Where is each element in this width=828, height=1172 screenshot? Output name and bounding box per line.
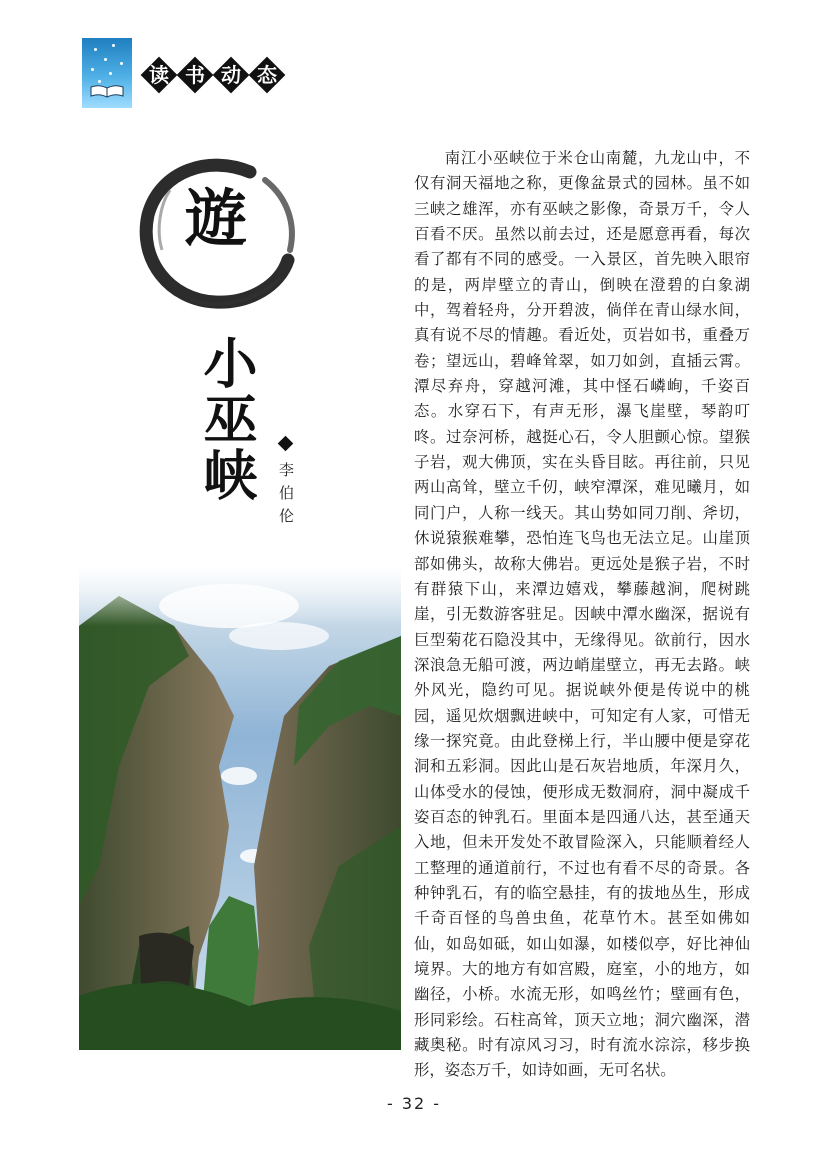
section-char: 读 — [141, 57, 178, 94]
section-char: 书 — [177, 57, 214, 94]
open-book-icon — [90, 84, 124, 98]
article-title: 小巫峡 — [195, 335, 258, 503]
diamond-bullet-icon — [278, 436, 294, 452]
author-name: 李伯伦 — [277, 462, 295, 531]
section-char: 态 — [249, 57, 286, 94]
section-char: 动 — [213, 57, 250, 94]
gorge-landscape-photo — [79, 566, 401, 1050]
book-logo-icon — [82, 38, 132, 108]
title-large-char: 遊 — [184, 182, 247, 255]
page-number: - 32 - — [386, 1094, 442, 1113]
article-body — [414, 146, 750, 1084]
article-paragraph: 南江小巫峡位于米仓山南麓，九龙山中，不仅有洞天福地之称，更像盆景式的园林。虽不如三峡之雄浑，亦有巫峡之影像，奇景万千，令人百看不厌。虽然以前去过，还是愿意再看，每次看了都有不同的感受。一入景区，首先映入眼帘的是，两岸壁立的青山，倒映在澄碧的白象湖中，驾着轻舟，分开碧波，倘佯在青山绿水间，真有说不尽的情趣。看近处，页岩如书，重叠万卷；望远山，碧峰耸翠，如刀如剑，直插云霄。潭尽弃舟，穿越河滩，其中怪石嶙峋，千姿百态。水穿石下，有声无形，瀑飞崖壁，琴韵叮咚。过奈河桥，越挺心石，令人胆颤心惊。望猴子岩，观大佛顶，实在头昏目眩。再往前，只见两山高耸，壁立千仞，峡窄潭深，难见曦月，如同门户，人称一线天。其山势如同刀削、斧切，休说猿猴难攀，恐怕连飞鸟也无法立足。山崖顶部如佛头，故称大佛岩。更远处是猴子岩，不时有群猿下山，来潭边嬉戏，攀藤越涧，爬树跳崖，引无数游客驻足。因峡中潭水幽深，据说有巨型菊花石隐没其中，无缘得见。欲前行，因水深浪急无船可渡，两边峭崖壁立，再无去路。峡外风光，隐约可见。据说峡外便是传说中的桃园，遥见炊烟飘进峡中，可知定有人家，可惜无缘一探究竟。由此登梯上行，半山腰中便是穿花洞和五彩洞。因此山是石灰岩地质，年深月久，山体受水的侵蚀，便形成无数洞府，洞中凝成千姿百态的钟乳石。里面本是四通八达，甚至通天入地，但未开发处不敢冒险深入，只能顺着经人工整理的通道前行，不过也有看不尽的奇景。各种钟乳石，有的临空悬挂，有的拔地丛生，形成千奇百怪的鸟兽虫鱼，花草竹木。甚至如佛如仙，如岛如砥，如山如瀑，如楼似亭，好比神仙境界。大的地方有如宫殿，庭室，小的地方，如幽径，小桥。水流无形，如鸣丝竹；壁画有色，形同彩绘。石柱高耸，顶天立地；洞穴幽深，潜藏奥秘。时有凉风习习，时有流水淙淙，移步换形，姿态万千，如诗如画，无可名状。 — [414, 149, 750, 1080]
